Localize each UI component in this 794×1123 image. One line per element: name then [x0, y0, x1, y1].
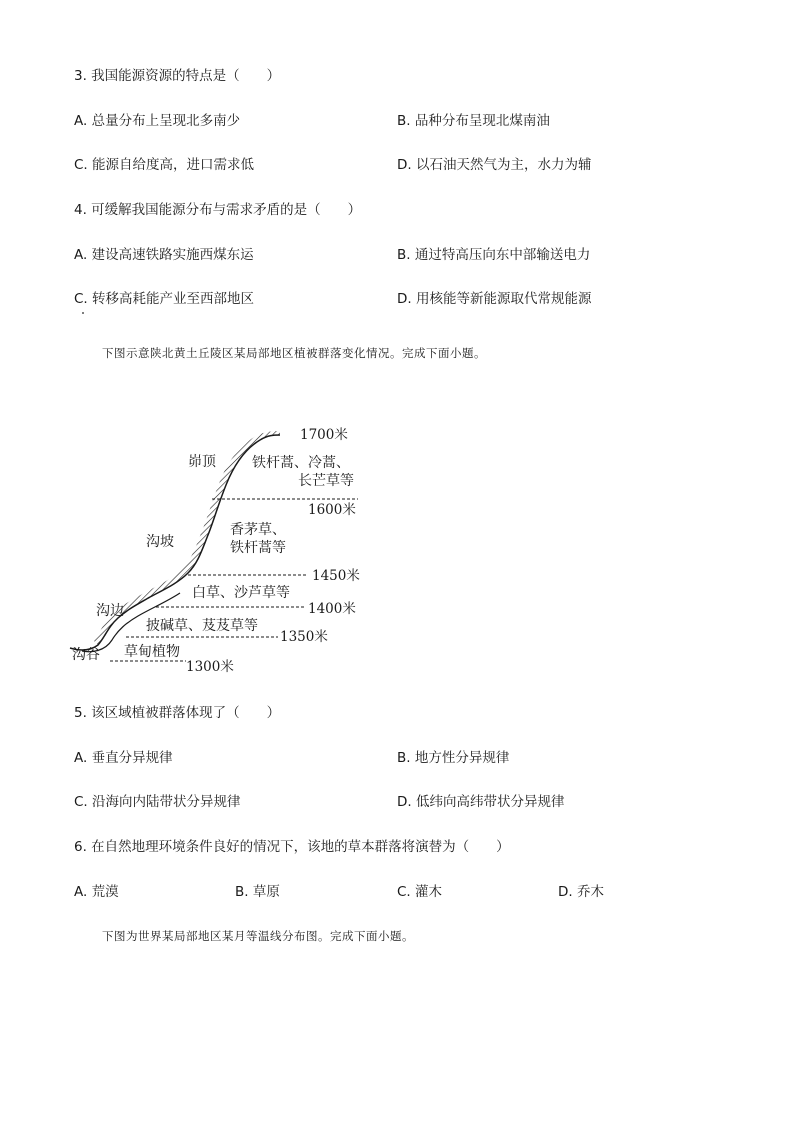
- terrain-edge-label: 沟边: [96, 603, 124, 619]
- q3-option-c[interactable]: C. 能源自给度高，进口需求低: [74, 157, 255, 173]
- vegetation-slope-line2: 铁杆蒿等: [230, 540, 286, 556]
- map-intro: 下图为世界某局部地区某月等温线分布图。完成下面小题。: [102, 929, 414, 943]
- vegetation-mid-label: 白草、沙芦草等: [192, 585, 290, 601]
- q5-option-d[interactable]: D. 低纬向高纬带状分异规律: [397, 794, 565, 810]
- vegetation-top-line2: 长芒草等: [298, 473, 354, 489]
- q4-stem: 4. 可缓解我国能源分布与需求矛盾的是（ ）: [74, 202, 362, 218]
- terrain-valley-label: 沟谷: [72, 647, 100, 663]
- stray-dot: [82, 312, 84, 314]
- q5-option-b[interactable]: B. 地方性分异规律: [397, 750, 510, 766]
- q4-option-d[interactable]: D. 用核能等新能源取代常规能源: [397, 291, 592, 307]
- vegetation-bottom-label: 草甸植物: [124, 644, 180, 660]
- diagram-intro: 下图示意陕北黄土丘陵区某局部地区植被群落变化情况。完成下面小题。: [102, 346, 486, 360]
- q6-option-b[interactable]: B. 草原: [235, 884, 280, 900]
- q6-stem: 6. 在自然地理环境条件良好的情况下，该地的草本群落将演替为（ ）: [74, 839, 510, 855]
- terrain-slope-label: 沟坡: [146, 534, 174, 550]
- altitude-1700-label: 1700米: [300, 427, 348, 443]
- vegetation-low-label: 披碱草、芨芨草等: [146, 618, 258, 634]
- q3-option-a[interactable]: A. 总量分布上呈现北多南少: [74, 113, 241, 129]
- q3-stem: 3. 我国能源资源的特点是（ ）: [74, 68, 281, 84]
- q4-option-b[interactable]: B. 通过特高压向东中部输送电力: [397, 247, 591, 263]
- vegetation-top-line1: 铁杆蒿、冷蒿、: [252, 455, 350, 471]
- q6-option-c[interactable]: C. 灌木: [397, 884, 443, 900]
- q5-option-a[interactable]: A. 垂直分异规律: [74, 750, 173, 766]
- altitude-1450-label: 1450米: [312, 568, 360, 584]
- vegetation-profile-diagram: [60, 415, 380, 680]
- altitude-1350-label: 1350米: [280, 629, 328, 645]
- q5-option-c[interactable]: C. 沿海向内陆带状分异规律: [74, 794, 241, 810]
- q3-option-d[interactable]: D. 以石油天然气为主，水力为辅: [397, 157, 592, 173]
- q6-option-a[interactable]: A. 荒漠: [74, 884, 119, 900]
- q3-option-b[interactable]: B. 品种分布呈现北煤南油: [397, 113, 550, 129]
- altitude-1400-label: 1400米: [308, 601, 356, 617]
- altitude-1300-label: 1300米: [186, 659, 234, 675]
- terrain-top-label: 峁顶: [188, 454, 216, 470]
- altitude-1600-label: 1600米: [308, 502, 356, 518]
- q4-option-c[interactable]: C. 转移高耗能产业至西部地区: [74, 291, 255, 307]
- vegetation-slope-line1: 香茅草、: [230, 522, 286, 538]
- q5-stem: 5. 该区域植被群落体现了（ ）: [74, 705, 281, 721]
- q6-option-d[interactable]: D. 乔木: [558, 884, 604, 900]
- q4-option-a[interactable]: A. 建设高速铁路实施西煤东运: [74, 247, 254, 263]
